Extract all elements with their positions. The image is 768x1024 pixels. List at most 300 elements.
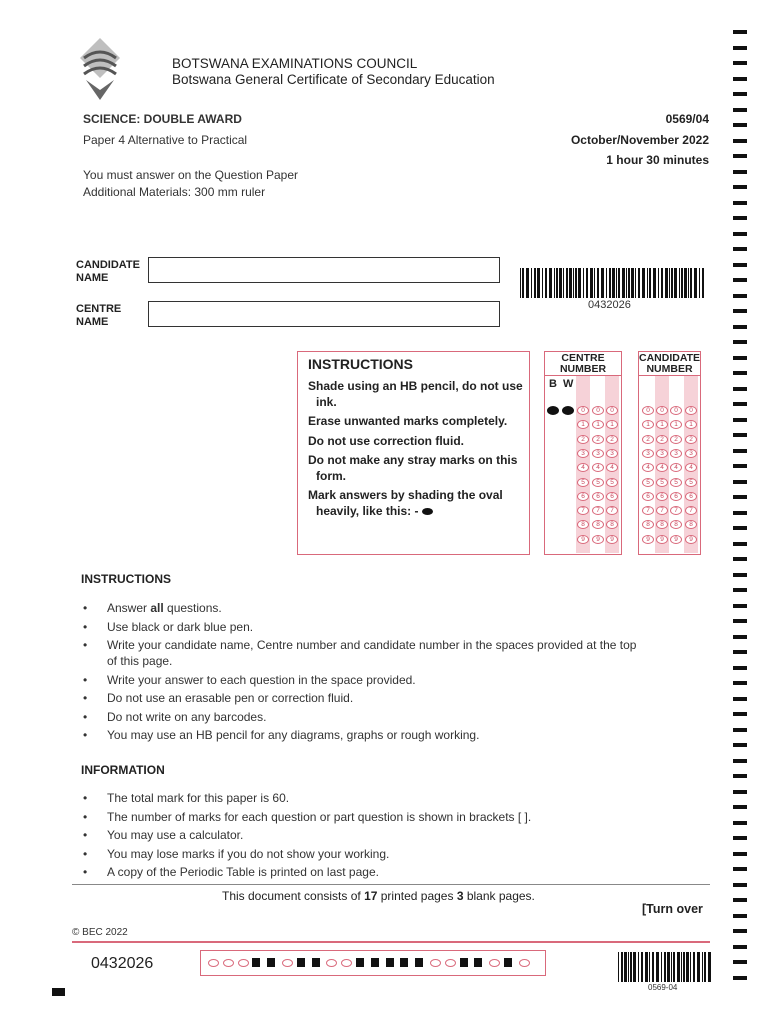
number-bubble[interactable]: 3: [670, 449, 682, 458]
strip-oval: [489, 959, 500, 967]
barcode-bar: [671, 268, 673, 298]
barcode-number: 0432026: [588, 299, 631, 311]
shading-instruction-oval: Mark answers by shading the oval heavily, like this: -: [308, 488, 503, 518]
number-bubble[interactable]: 3: [577, 449, 589, 458]
centre-prefix-w: W: [563, 378, 574, 390]
timing-mark: [733, 945, 747, 949]
number-bubble[interactable]: 2: [577, 435, 589, 444]
number-bubble[interactable]: 2: [606, 435, 618, 444]
barcode-bar: [702, 952, 703, 982]
timing-mark: [733, 573, 747, 577]
timing-mark: [733, 154, 747, 158]
barcode-bar: [612, 268, 615, 298]
barcode-top: [520, 268, 706, 298]
barcode-bar: [667, 952, 670, 982]
timing-mark: [733, 883, 747, 887]
information-item: • The number of marks for each question or part question is shown in brackets [ ].: [83, 809, 532, 824]
strip-oval: [223, 959, 234, 967]
number-bubble[interactable]: 6: [685, 492, 697, 501]
instruction-item: • Do not use an erasable pen or correction fluid.: [83, 691, 354, 705]
barcode-bar: [645, 952, 648, 982]
instruction-item: • Write your answer to each question in the space provided.: [83, 672, 416, 687]
centre-number-title: CENTRE NUMBER: [545, 352, 621, 376]
number-bubble[interactable]: 6: [656, 492, 668, 501]
timing-mark: [733, 46, 747, 50]
council-header: [172, 56, 495, 88]
timing-mark: [733, 232, 747, 236]
number-bubble[interactable]: 1: [656, 420, 668, 429]
number-bubble[interactable]: 1: [670, 420, 682, 429]
number-bubble[interactable]: 7: [606, 506, 618, 515]
barcode-bar: [688, 268, 689, 298]
instruction-item: • Write your candidate name, Centre number and candidate number in the spaces provided at the top of this page.: [83, 638, 637, 668]
barcode-bar: [649, 268, 651, 298]
barcode-bar: [545, 268, 547, 298]
timing-marks: [733, 30, 747, 991]
barcode-bar: [631, 268, 634, 298]
strip-mark: [386, 958, 394, 967]
timing-mark: [733, 914, 747, 918]
filled-bubble-b: [547, 406, 559, 415]
strip-mark: [267, 958, 275, 967]
number-bubble[interactable]: 9: [592, 535, 604, 544]
shading-instructions-title: INSTRUCTIONS: [308, 356, 413, 372]
timing-mark: [733, 728, 747, 732]
bullet-icon: •: [83, 791, 88, 805]
instructions-heading: INSTRUCTIONS: [81, 572, 171, 586]
shading-instruction: Do not use correction fluid.: [308, 433, 465, 448]
number-bubble[interactable]: 8: [670, 520, 682, 529]
number-bubble[interactable]: 1: [685, 420, 697, 429]
shading-instruction: Erase unwanted marks completely.: [308, 414, 508, 428]
timing-mark: [733, 619, 747, 623]
number-bubble[interactable]: 8: [656, 520, 668, 529]
centre-prefix-b: B: [549, 378, 557, 390]
bottom-oval-strip: [200, 950, 546, 976]
timing-mark: [733, 387, 747, 391]
barcode-bar: [677, 952, 680, 982]
number-bubble[interactable]: 2: [685, 435, 697, 444]
barcode-bar: [534, 268, 536, 298]
filled-bubble-w: [562, 406, 574, 415]
number-bubble[interactable]: 0: [577, 406, 589, 415]
timing-mark: [733, 278, 747, 282]
barcode-bottom: [618, 952, 714, 982]
barcode-bar: [638, 952, 639, 982]
barcode-bar: [665, 268, 668, 298]
timing-mark: [733, 929, 747, 933]
paper-name: Paper 4 Alternative to Practical: [83, 133, 248, 147]
number-bubble[interactable]: 9: [670, 535, 682, 544]
council-name: BOTSWANA EXAMINATIONS COUNCIL: [172, 56, 418, 71]
timing-mark: [733, 371, 747, 375]
barcode-bar: [628, 952, 629, 982]
instruction-item: • You may use an HB pencil for any diagrams, graphs or rough working.: [83, 728, 480, 742]
barcode-bar: [658, 268, 659, 298]
strip-mark: [371, 958, 379, 967]
strip-mark: [474, 958, 482, 967]
bullet-icon: •: [83, 846, 88, 861]
barcode-bar: [661, 268, 663, 298]
qualification-name: Botswana General Certificate of Secondary Education: [172, 72, 495, 87]
barcode-bar: [621, 952, 623, 982]
strip-oval: [445, 959, 456, 967]
barcode-bar: [674, 268, 677, 298]
number-bubble[interactable]: 3: [606, 449, 618, 458]
timing-mark: [733, 759, 747, 763]
timing-mark: [733, 30, 747, 34]
candidate-number-grid: [638, 351, 701, 555]
timing-mark: [733, 526, 747, 530]
number-bubble[interactable]: 3: [656, 449, 668, 458]
timing-mark: [733, 805, 747, 809]
centre-name-field[interactable]: [148, 301, 500, 327]
barcode-bar: [647, 268, 648, 298]
bullet-icon: •: [83, 672, 88, 687]
shading-instruction: Do not make any stray marks on this form.: [308, 453, 518, 483]
barcode-bar: [633, 952, 636, 982]
number-bubble[interactable]: 0: [592, 406, 604, 415]
barcode-bar: [622, 268, 625, 298]
number-bubble[interactable]: 0: [670, 406, 682, 415]
barcode-bar: [563, 268, 564, 298]
barcode-bar: [609, 268, 611, 298]
barcode-bar: [590, 268, 593, 298]
timing-mark: [733, 216, 747, 220]
strip-mark: [504, 958, 512, 967]
number-bubble[interactable]: 2: [642, 435, 654, 444]
barcode-bar: [694, 268, 697, 298]
barcode-bar: [664, 952, 666, 982]
timing-mark: [733, 77, 747, 81]
timing-mark: [733, 480, 747, 484]
barcode-bar: [704, 952, 706, 982]
strip-oval: [326, 959, 337, 967]
number-bubble[interactable]: 0: [685, 406, 697, 415]
barcode-bar: [661, 952, 662, 982]
barcode-bar: [693, 952, 695, 982]
number-bubble[interactable]: 7: [685, 506, 697, 515]
exam-session: October/November 2022: [570, 133, 709, 147]
number-bubble[interactable]: 2: [656, 435, 668, 444]
timing-mark: [733, 960, 747, 964]
bullet-icon: •: [83, 619, 88, 634]
footer-red-rule: [72, 941, 710, 943]
number-bubble[interactable]: 1: [642, 420, 654, 429]
strip-mark: [356, 958, 364, 967]
bullet-icon: •: [83, 828, 88, 842]
page-count-note: This document consists of 17 printed pages 3 blank pages.: [222, 889, 535, 903]
information-item: • You may lose marks if you do not show your working.: [83, 846, 390, 861]
timing-mark: [733, 542, 747, 546]
timing-mark: [733, 325, 747, 329]
registration-mark: [52, 988, 65, 996]
number-bubble[interactable]: 5: [642, 478, 654, 487]
timing-mark: [733, 309, 747, 313]
timing-mark: [733, 588, 747, 592]
footer-small-code: 0569-04: [648, 983, 678, 992]
number-bubble[interactable]: 8: [592, 520, 604, 529]
barcode-bar: [628, 268, 630, 298]
barcode-bar: [626, 268, 627, 298]
timing-mark: [733, 557, 747, 561]
barcode-bar: [699, 268, 700, 298]
strip-mark: [400, 958, 408, 967]
timing-mark: [733, 836, 747, 840]
timing-mark: [733, 495, 747, 499]
bullet-icon: •: [83, 728, 88, 742]
shading-instructions-box: [297, 351, 530, 555]
number-bubble[interactable]: 9: [656, 535, 668, 544]
strip-oval: [208, 959, 219, 967]
timing-mark: [733, 247, 747, 251]
barcode-bar: [566, 268, 568, 298]
number-bubble[interactable]: 0: [606, 406, 618, 415]
barcode-bar: [684, 268, 687, 298]
barcode-bar: [653, 268, 656, 298]
paper-code: 0569/04: [665, 112, 709, 126]
information-item: • The total mark for this paper is 60.: [83, 791, 290, 805]
information-heading: INFORMATION: [81, 763, 165, 777]
timing-mark: [733, 340, 747, 344]
barcode-bar: [616, 268, 617, 298]
barcode-bar: [673, 952, 675, 982]
barcode-bar: [697, 952, 700, 982]
timing-mark: [733, 139, 747, 143]
number-bubble[interactable]: 7: [577, 506, 589, 515]
barcode-bar: [586, 268, 588, 298]
centre-name-label: CENTRE NAME: [76, 303, 122, 328]
barcode-bar: [575, 268, 577, 298]
timing-mark: [733, 185, 747, 189]
number-bubble[interactable]: 5: [606, 478, 618, 487]
barcode-bar: [578, 268, 581, 298]
number-bubble[interactable]: 9: [606, 535, 618, 544]
timing-mark: [733, 821, 747, 825]
timing-mark: [733, 356, 747, 360]
timing-mark: [733, 418, 747, 422]
information-item: • You may use a calculator.: [83, 828, 244, 842]
bullet-icon: •: [83, 691, 88, 705]
number-bubble[interactable]: 4: [592, 463, 604, 472]
instruction-item: • Answer all questions.: [83, 601, 222, 615]
shaded-oval-example-icon: [422, 508, 433, 515]
barcode-bar: [549, 268, 552, 298]
information-list: [81, 790, 641, 883]
timing-mark: [733, 201, 747, 205]
number-bubble[interactable]: 6: [670, 492, 682, 501]
barcode-bar: [583, 268, 584, 298]
number-bubble[interactable]: 8: [685, 520, 697, 529]
number-bubble[interactable]: 7: [656, 506, 668, 515]
barcode-bar: [537, 268, 540, 298]
barcode-bar: [702, 268, 704, 298]
number-bubble[interactable]: 4: [670, 463, 682, 472]
strip-mark: [460, 958, 468, 967]
number-bubble[interactable]: 5: [577, 478, 589, 487]
strip-oval: [519, 959, 530, 967]
barcode-bar: [522, 268, 524, 298]
barcode-bar: [656, 952, 659, 982]
strip-oval: [430, 959, 441, 967]
turn-over-label: [Turn over: [642, 902, 703, 916]
timing-mark: [733, 449, 747, 453]
number-bubble[interactable]: 1: [577, 420, 589, 429]
number-bubble[interactable]: 7: [670, 506, 682, 515]
timing-mark: [733, 604, 747, 608]
bullet-icon: •: [83, 601, 88, 615]
barcode-bar: [686, 952, 689, 982]
barcode-bar: [624, 952, 627, 982]
number-bubble[interactable]: 2: [670, 435, 682, 444]
footer-number: 0432026: [91, 955, 154, 972]
barcode-bar: [569, 268, 572, 298]
candidate-name-field[interactable]: [148, 257, 500, 283]
number-bubble[interactable]: 8: [642, 520, 654, 529]
number-bubble[interactable]: 3: [592, 449, 604, 458]
number-bubble[interactable]: 5: [592, 478, 604, 487]
barcode-bar: [594, 268, 595, 298]
timing-mark: [733, 697, 747, 701]
timing-mark: [733, 123, 747, 127]
bullet-icon: •: [83, 709, 88, 724]
number-bubble[interactable]: 5: [656, 478, 668, 487]
timing-mark: [733, 108, 747, 112]
timing-mark: [733, 263, 747, 267]
timing-mark: [733, 402, 747, 406]
barcode-bar: [559, 268, 562, 298]
barcode-bar: [671, 952, 672, 982]
barcode-bar: [649, 952, 650, 982]
barcode-bar: [669, 268, 670, 298]
barcode-bar: [681, 268, 683, 298]
number-bubble[interactable]: 9: [577, 535, 589, 544]
bullet-icon: •: [83, 638, 88, 652]
strip-oval: [282, 959, 293, 967]
strip-mark: [297, 958, 305, 967]
timing-mark: [733, 867, 747, 871]
barcode-bar: [652, 952, 654, 982]
number-bubble[interactable]: 6: [577, 492, 589, 501]
shading-instruction: Shade using an HB pencil, do not use ink.: [308, 379, 523, 409]
subject-title: SCIENCE: DOUBLE AWARD: [83, 112, 242, 126]
information-item: • A copy of the Periodic Table is printed on last page.: [83, 865, 379, 879]
barcode-bar: [554, 268, 555, 298]
strip-mark: [312, 958, 320, 967]
number-bubble[interactable]: 8: [577, 520, 589, 529]
timing-mark: [733, 635, 747, 639]
number-bubble[interactable]: 3: [642, 449, 654, 458]
number-bubble[interactable]: 4: [606, 463, 618, 472]
number-bubble[interactable]: 5: [685, 478, 697, 487]
number-bubble[interactable]: 4: [642, 463, 654, 472]
number-bubble[interactable]: 4: [685, 463, 697, 472]
timing-mark: [733, 433, 747, 437]
number-bubble[interactable]: 8: [606, 520, 618, 529]
copyright: © BEC 2022: [72, 927, 128, 938]
number-bubble[interactable]: 5: [670, 478, 682, 487]
number-bubble[interactable]: 9: [685, 535, 697, 544]
strip-mark: [415, 958, 423, 967]
number-bubble[interactable]: 2: [592, 435, 604, 444]
timing-mark: [733, 511, 747, 515]
shading-instructions-list: [308, 379, 523, 523]
strip-oval: [341, 959, 352, 967]
number-bubble[interactable]: 9: [642, 535, 654, 544]
instruction-item: • Do not write on any barcodes.: [83, 709, 267, 724]
bec-logo: [76, 36, 124, 102]
timing-mark: [733, 712, 747, 716]
timing-mark: [733, 650, 747, 654]
strip-oval: [238, 959, 249, 967]
barcode-bar: [597, 268, 599, 298]
number-bubble[interactable]: 6: [642, 492, 654, 501]
timing-mark: [733, 464, 747, 468]
barcode-bar: [606, 268, 607, 298]
number-bubble[interactable]: 4: [656, 463, 668, 472]
timing-mark: [733, 852, 747, 856]
number-bubble[interactable]: 0: [656, 406, 668, 415]
timing-mark: [733, 681, 747, 685]
additional-materials: Additional Materials: 300 mm ruler: [83, 185, 266, 199]
barcode-bar: [526, 268, 529, 298]
barcode-bar: [630, 952, 632, 982]
barcode-bar: [681, 952, 682, 982]
barcode-bar: [520, 268, 521, 298]
strip-mark: [252, 958, 260, 967]
number-bubble[interactable]: 1: [592, 420, 604, 429]
bullet-icon: •: [83, 809, 88, 824]
number-bubble[interactable]: 6: [606, 492, 618, 501]
barcode-bar: [531, 268, 532, 298]
barcode-bar: [690, 268, 692, 298]
barcode-bar: [635, 268, 636, 298]
candidate-name-label: CANDIDATE NAME: [76, 259, 140, 284]
barcode-bar: [618, 952, 619, 982]
barcode-bar: [641, 952, 643, 982]
barcode-bar: [601, 268, 604, 298]
barcode-bar: [683, 952, 685, 982]
centre-number-grid: [544, 351, 622, 555]
barcode-bar: [679, 268, 680, 298]
number-bubble[interactable]: 4: [577, 463, 589, 472]
timing-mark: [733, 666, 747, 670]
number-bubble[interactable]: 1: [606, 420, 618, 429]
number-bubble[interactable]: 3: [685, 449, 697, 458]
barcode-bar: [573, 268, 574, 298]
timing-mark: [733, 92, 747, 96]
barcode-bar: [642, 268, 645, 298]
instructions-list: [81, 600, 641, 746]
timing-mark: [733, 790, 747, 794]
timing-mark: [733, 743, 747, 747]
answer-note: You must answer on the Question Paper: [83, 168, 299, 182]
number-bubble[interactable]: 6: [592, 492, 604, 501]
number-bubble[interactable]: 0: [642, 406, 654, 415]
number-bubble[interactable]: 7: [642, 506, 654, 515]
barcode-bar: [708, 952, 711, 982]
number-bubble[interactable]: 7: [592, 506, 604, 515]
timing-mark: [733, 294, 747, 298]
timing-mark: [733, 898, 747, 902]
exam-duration: 1 hour 30 minutes: [606, 153, 709, 167]
candidate-number-title: CANDIDATE NUMBER: [639, 352, 701, 375]
timing-mark: [733, 170, 747, 174]
bullet-icon: •: [83, 865, 88, 879]
footer-divider: [72, 884, 710, 885]
timing-mark: [733, 774, 747, 778]
barcode-bar: [556, 268, 558, 298]
